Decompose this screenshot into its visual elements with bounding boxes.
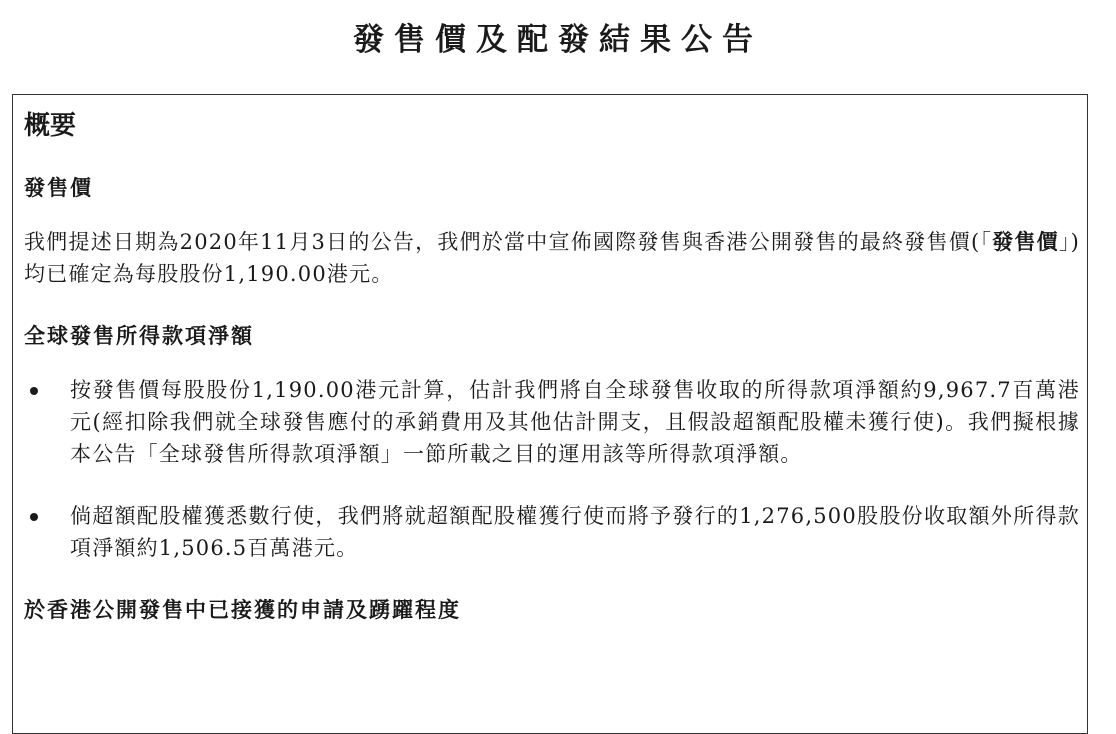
net-proceeds-list [24,374,1080,564]
list-item [24,500,1080,564]
bullet-icon [30,387,38,395]
bullet-text: 按發售價每股股份1,190.00港元計算，估計我們將自全球發售收取的所得款項淨額約9,967.7百萬港元(經扣除我們就全球發售應付的承銷費用及其他估計開支，且假設超額配股權未獲行使)。我們擬根據本公告「全球發售所得款項淨額」一節所載之目的運用該等所得款項淨額。 [70,378,1080,466]
list-item [24,374,1080,470]
net-proceeds-heading: 全球發售所得款項淨額 [24,324,254,348]
bullet-text: 倘超額配股權獲悉數行使，我們將就超額配股權獲行使而將予發行的1,276,500股股份收取額外所得款項淨額約1,506.5百萬港元。 [70,504,1080,560]
hk-offering-heading: 於香港公開發售中已接獲的申請及踴躍程度 [24,598,461,622]
summary-content [24,104,1080,626]
offer-price-defined-term: 發售價 [992,230,1059,254]
offer-price-heading: 發售價 [24,176,93,200]
document-title: 發售價及配發結果公告 [353,22,763,58]
bullet-icon [30,513,38,521]
offer-price-text-before: 我們提述日期為2020年11月3日的公告，我們於當中宣佈國際發售與香港公開發售的最終發售價(「 [24,230,993,254]
offer-price-text-after: 」)均已確定為每股股份1,190.00港元。 [24,230,1081,286]
summary-heading: 概要 [24,111,77,141]
offer-price-paragraph [24,226,1080,290]
